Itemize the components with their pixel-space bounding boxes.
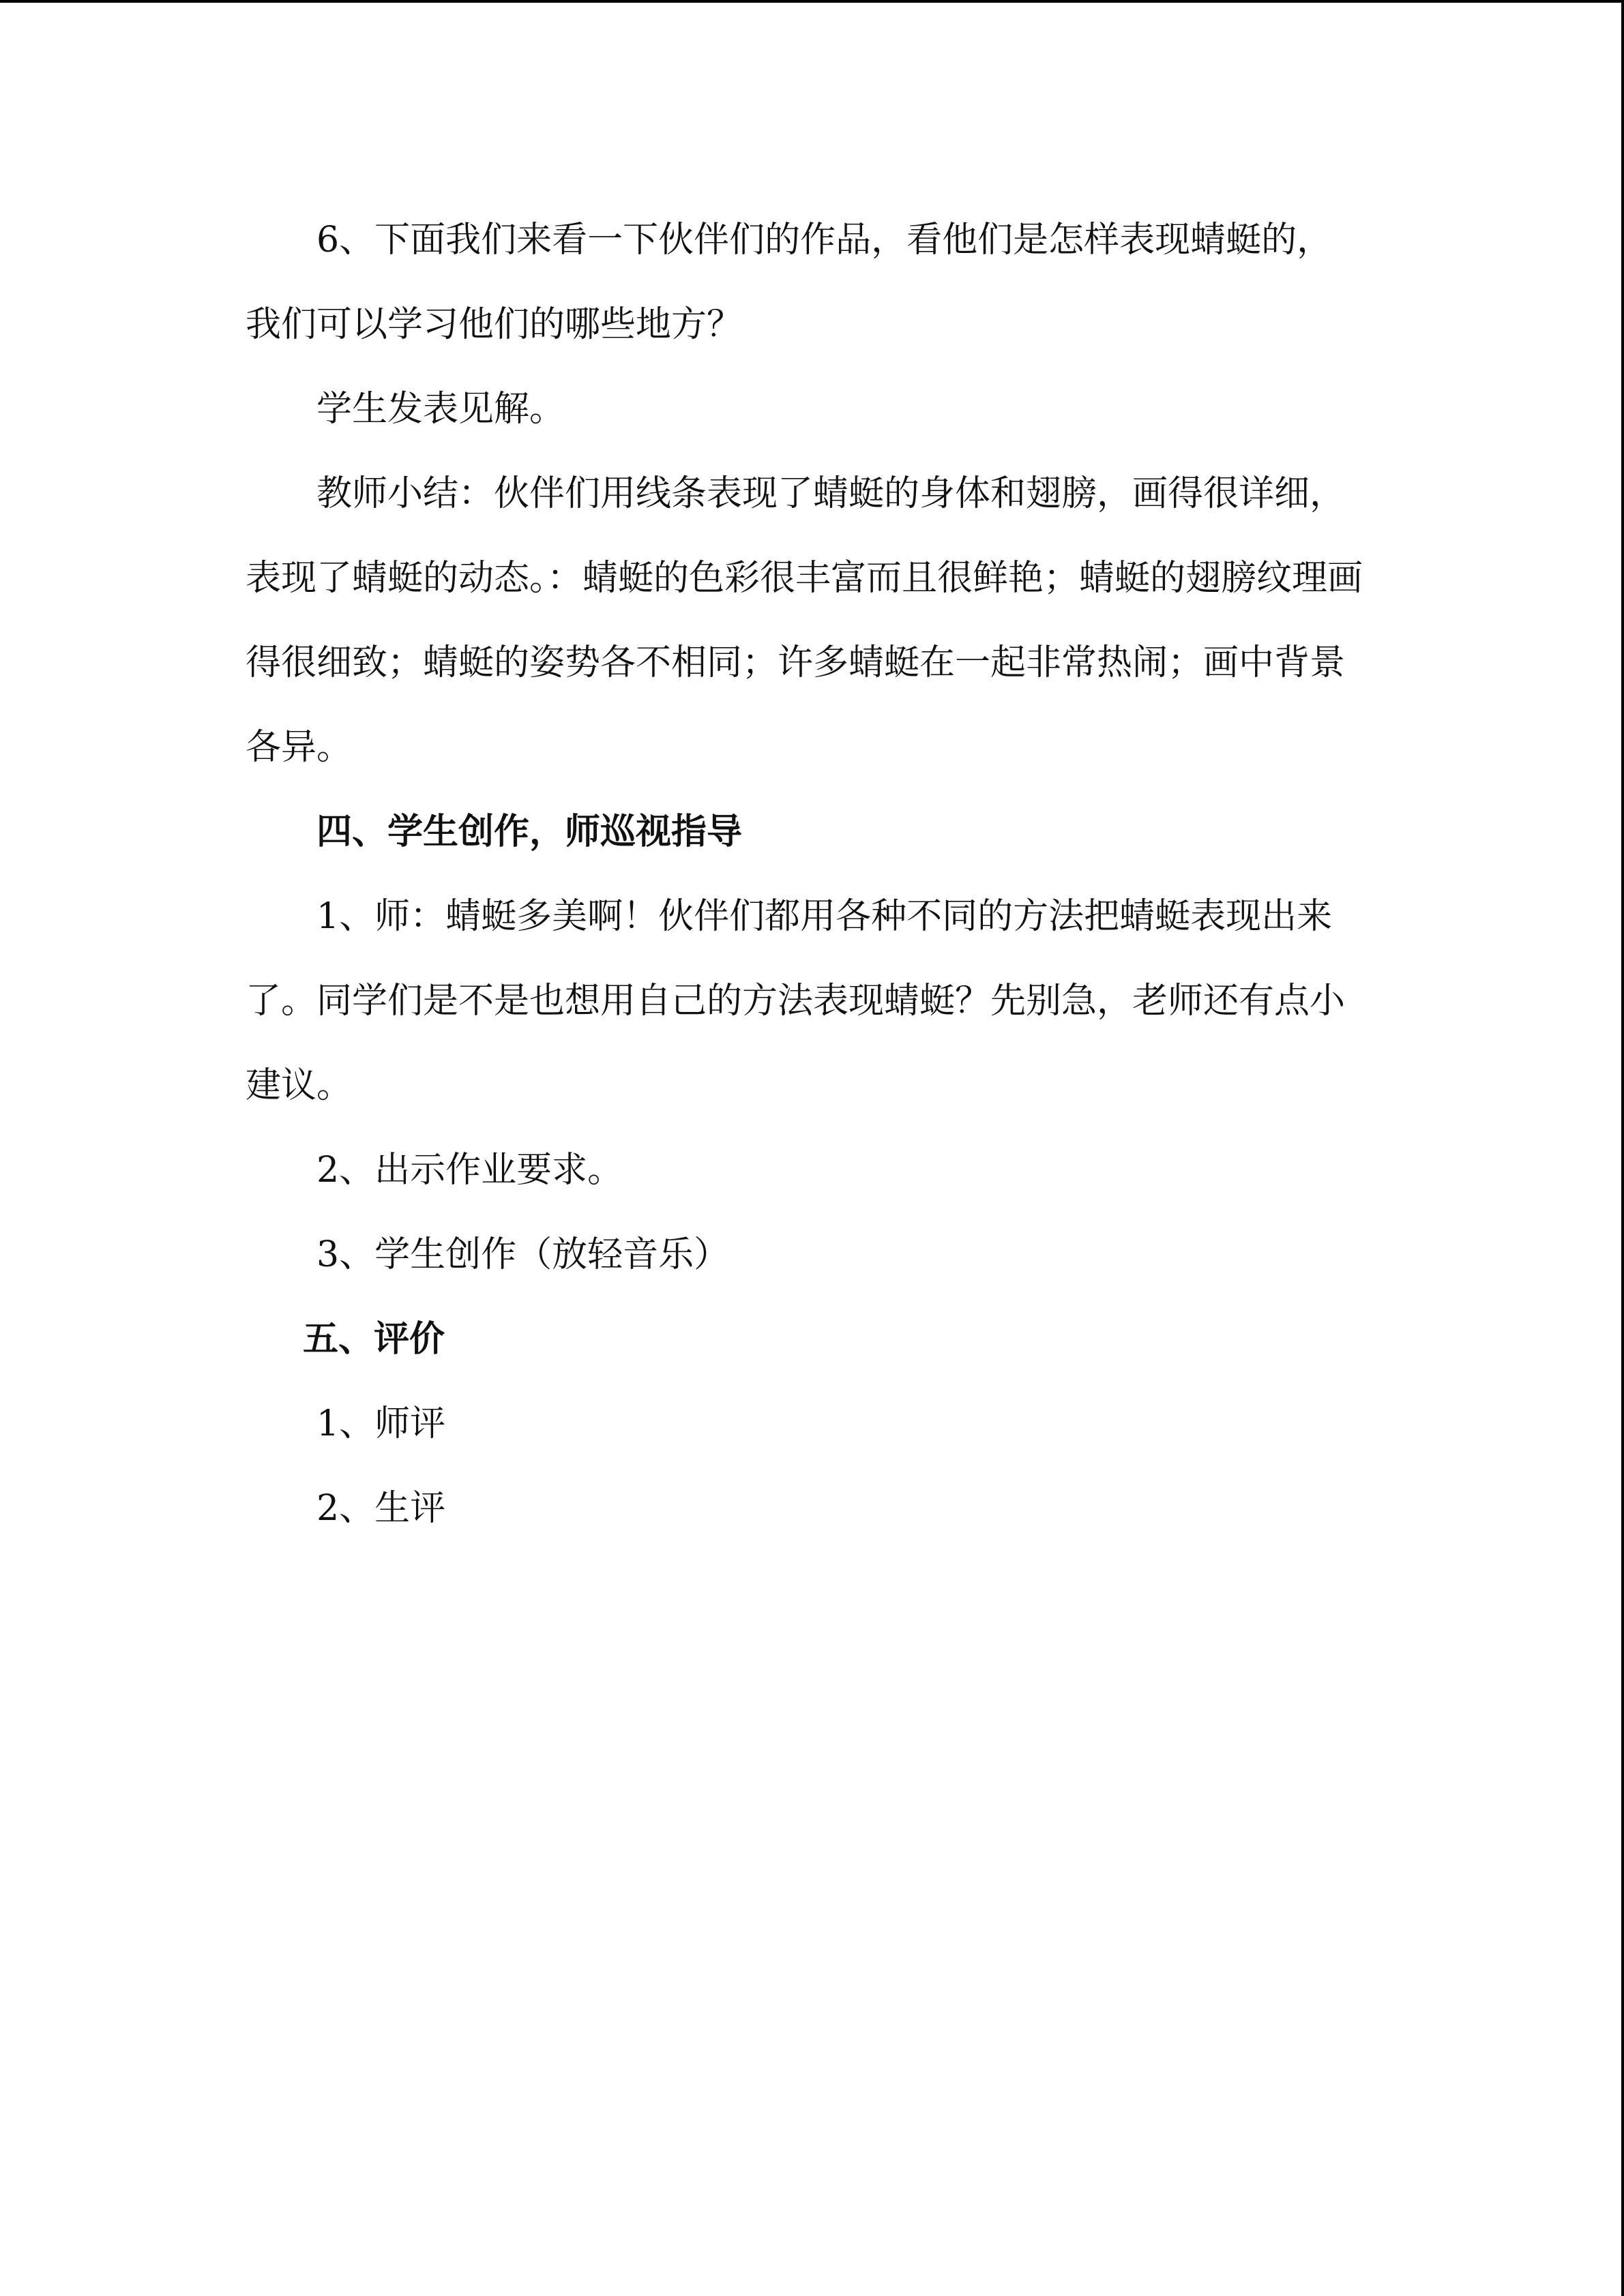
- paragraph-eval-1: 1、师评: [316, 1403, 446, 1444]
- paragraph-item-6: 6、下面我们来看一下伙伴们的作品，看他们是怎样表现蜻蜓的，我们可以学习他们的哪些地方？: [246, 220, 1333, 345]
- paragraph-teacher-summary: 教师小结：伙伴们用线条表现了蜻蜓的身体和翅膀，画得很详细，表现了蜻蜓的动态。：蜻蜓的色彩很丰富而且很鲜艳；蜻蜓的翅膀纹理画得很细致；蜻蜓的姿势各不相同；许多蜻蜓在一起非常热闹；画中背景各异。: [246, 473, 1363, 768]
- paragraph-item-2: 2、出示作业要求。: [316, 1150, 623, 1191]
- paragraph-item-3: 3、学生创作（放轻音乐）: [316, 1234, 730, 1275]
- section-heading-5: 五、评价: [303, 1319, 445, 1360]
- document-page: [246, 198, 1364, 1551]
- page-border-top: [0, 0, 1624, 3]
- paragraph-teacher-item-1: 1、师：蜻蜓多美啊！伙伴们都用各种不同的方法把蜻蜓表现出来了。同学们是不是也想用自己的方法表现蜻蜓？先别急，老师还有点小建议。: [246, 896, 1346, 1106]
- paragraph-eval-2: 2、生评: [316, 1488, 446, 1529]
- section-heading-4: 四、学生创作，师巡视指导: [316, 811, 743, 852]
- page-border-right: [1621, 0, 1624, 2296]
- paragraph-student-views: 学生发表见解。: [316, 389, 565, 430]
